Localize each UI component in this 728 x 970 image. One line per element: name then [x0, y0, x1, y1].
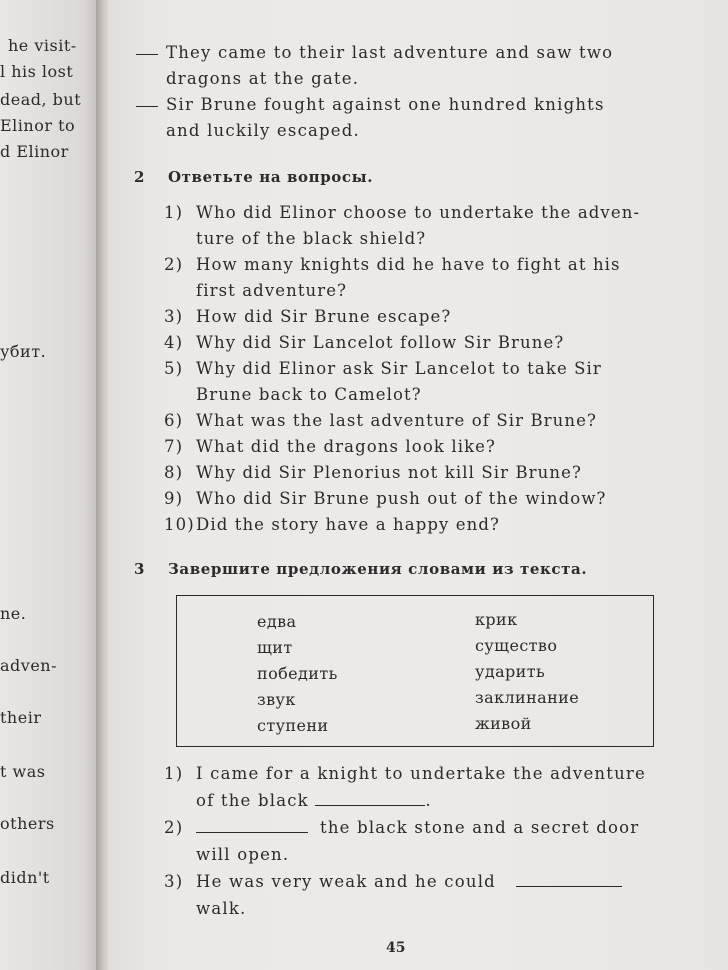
question-text: Why did Sir Plenorius not kill Sir Brune?	[196, 463, 582, 482]
sentence-text: .	[425, 791, 432, 810]
statement-text: Sir Brune fought against one hundred knights and luckily escaped.	[166, 95, 605, 140]
left-text-fragment: d Elinor	[0, 142, 69, 161]
answer-blank	[136, 96, 158, 107]
left-text-fragment: adven-	[0, 656, 57, 675]
statement-item	[166, 40, 636, 92]
question-number: 1)	[164, 203, 184, 222]
question-number: 10)	[164, 515, 195, 534]
question-number: 3)	[164, 307, 184, 326]
sentence-number: 2)	[164, 818, 184, 837]
word-bank-word: едва	[257, 612, 297, 631]
word-bank-word: ступени	[257, 716, 329, 735]
page-number: 45	[386, 940, 406, 956]
section-number: 3	[134, 560, 146, 578]
question-text: What was the last adventure of Sir Brune?	[196, 411, 597, 430]
right-page	[108, 0, 728, 970]
question-item	[164, 434, 664, 460]
sentence-item	[164, 760, 664, 814]
question-number: 8)	[164, 463, 184, 482]
section-3-heading	[134, 560, 588, 578]
question-item	[164, 408, 664, 434]
word-bank-word: существо	[475, 636, 558, 655]
left-text-fragment: убит.	[0, 342, 47, 361]
sentence-text: walk.	[196, 899, 247, 918]
section-title: Ответьте на вопросы.	[168, 168, 374, 186]
question-number: 2)	[164, 255, 184, 274]
left-text-fragment: t was	[0, 762, 46, 781]
word-bank-word: живой	[475, 714, 532, 733]
sentence-item	[164, 814, 664, 868]
answer-blank[interactable]	[516, 885, 622, 887]
section-title: Завершите предложения словами из текста.	[168, 560, 588, 578]
word-bank-word: крик	[475, 610, 518, 629]
statement-item	[166, 92, 636, 144]
sentence-number: 1)	[164, 764, 184, 783]
question-list	[164, 200, 664, 538]
question-item	[164, 460, 664, 486]
question-text: Why did Sir Lancelot follow Sir Brune?	[196, 333, 565, 352]
question-text: Why did Elinor ask Sir Lancelot to take Sir Brune back to Camelot?	[196, 359, 602, 404]
left-text-fragment: dead, but	[0, 90, 82, 109]
sentence-list	[164, 760, 664, 922]
word-bank-word: заклинание	[475, 688, 580, 707]
answer-blank[interactable]	[315, 804, 425, 806]
question-text: Who did Elinor choose to undertake the adven-ture of the black shield?	[196, 203, 641, 248]
question-item	[164, 304, 664, 330]
left-text-fragment: Elinor to	[0, 116, 76, 135]
question-text: How did Sir Brune escape?	[196, 307, 452, 326]
left-text-fragment: others	[0, 814, 55, 833]
question-number: 7)	[164, 437, 184, 456]
question-number: 5)	[164, 359, 184, 378]
section-2-heading	[134, 168, 374, 186]
question-item	[164, 252, 664, 304]
word-bank-word: щит	[257, 638, 293, 657]
left-text-fragment: ne.	[0, 604, 27, 623]
question-number: 4)	[164, 333, 184, 352]
question-number: 9)	[164, 489, 184, 508]
left-text-fragment: l his lost	[0, 62, 74, 81]
question-text: Who did Sir Brune push out of the window?	[196, 489, 607, 508]
sentence-number: 3)	[164, 872, 184, 891]
sentence-text: I came for a knight to undertake the adventure of the black	[196, 764, 646, 810]
statement-text: They came to their last adventure and saw two dragons at the gate.	[166, 43, 614, 88]
sentence-text: He was very weak and he could	[196, 872, 496, 891]
question-item	[164, 200, 664, 252]
answer-blank	[136, 44, 158, 55]
question-item	[164, 356, 664, 408]
answer-blank[interactable]	[196, 831, 308, 833]
word-bank-word: звук	[257, 690, 296, 709]
sentence-item	[164, 868, 664, 922]
question-number: 6)	[164, 411, 184, 430]
left-text-fragment: he visit-	[8, 36, 77, 55]
left-text-fragment: their	[0, 708, 42, 727]
word-bank-word: ударить	[475, 662, 546, 681]
left-page	[0, 0, 104, 970]
section-number: 2	[134, 168, 146, 186]
left-text-fragment: didn't	[0, 868, 50, 887]
question-item	[164, 330, 664, 356]
question-item	[164, 512, 664, 538]
sentence-text: the black stone and a secret door will open.	[196, 818, 640, 864]
word-bank-box	[176, 595, 654, 747]
question-item	[164, 486, 664, 512]
question-text: Did the story have a happy end?	[196, 515, 500, 534]
question-text: What did the dragons look like?	[196, 437, 496, 456]
question-text: How many knights did he have to fight at his first adventure?	[196, 255, 621, 300]
word-bank-word: победить	[257, 664, 338, 683]
